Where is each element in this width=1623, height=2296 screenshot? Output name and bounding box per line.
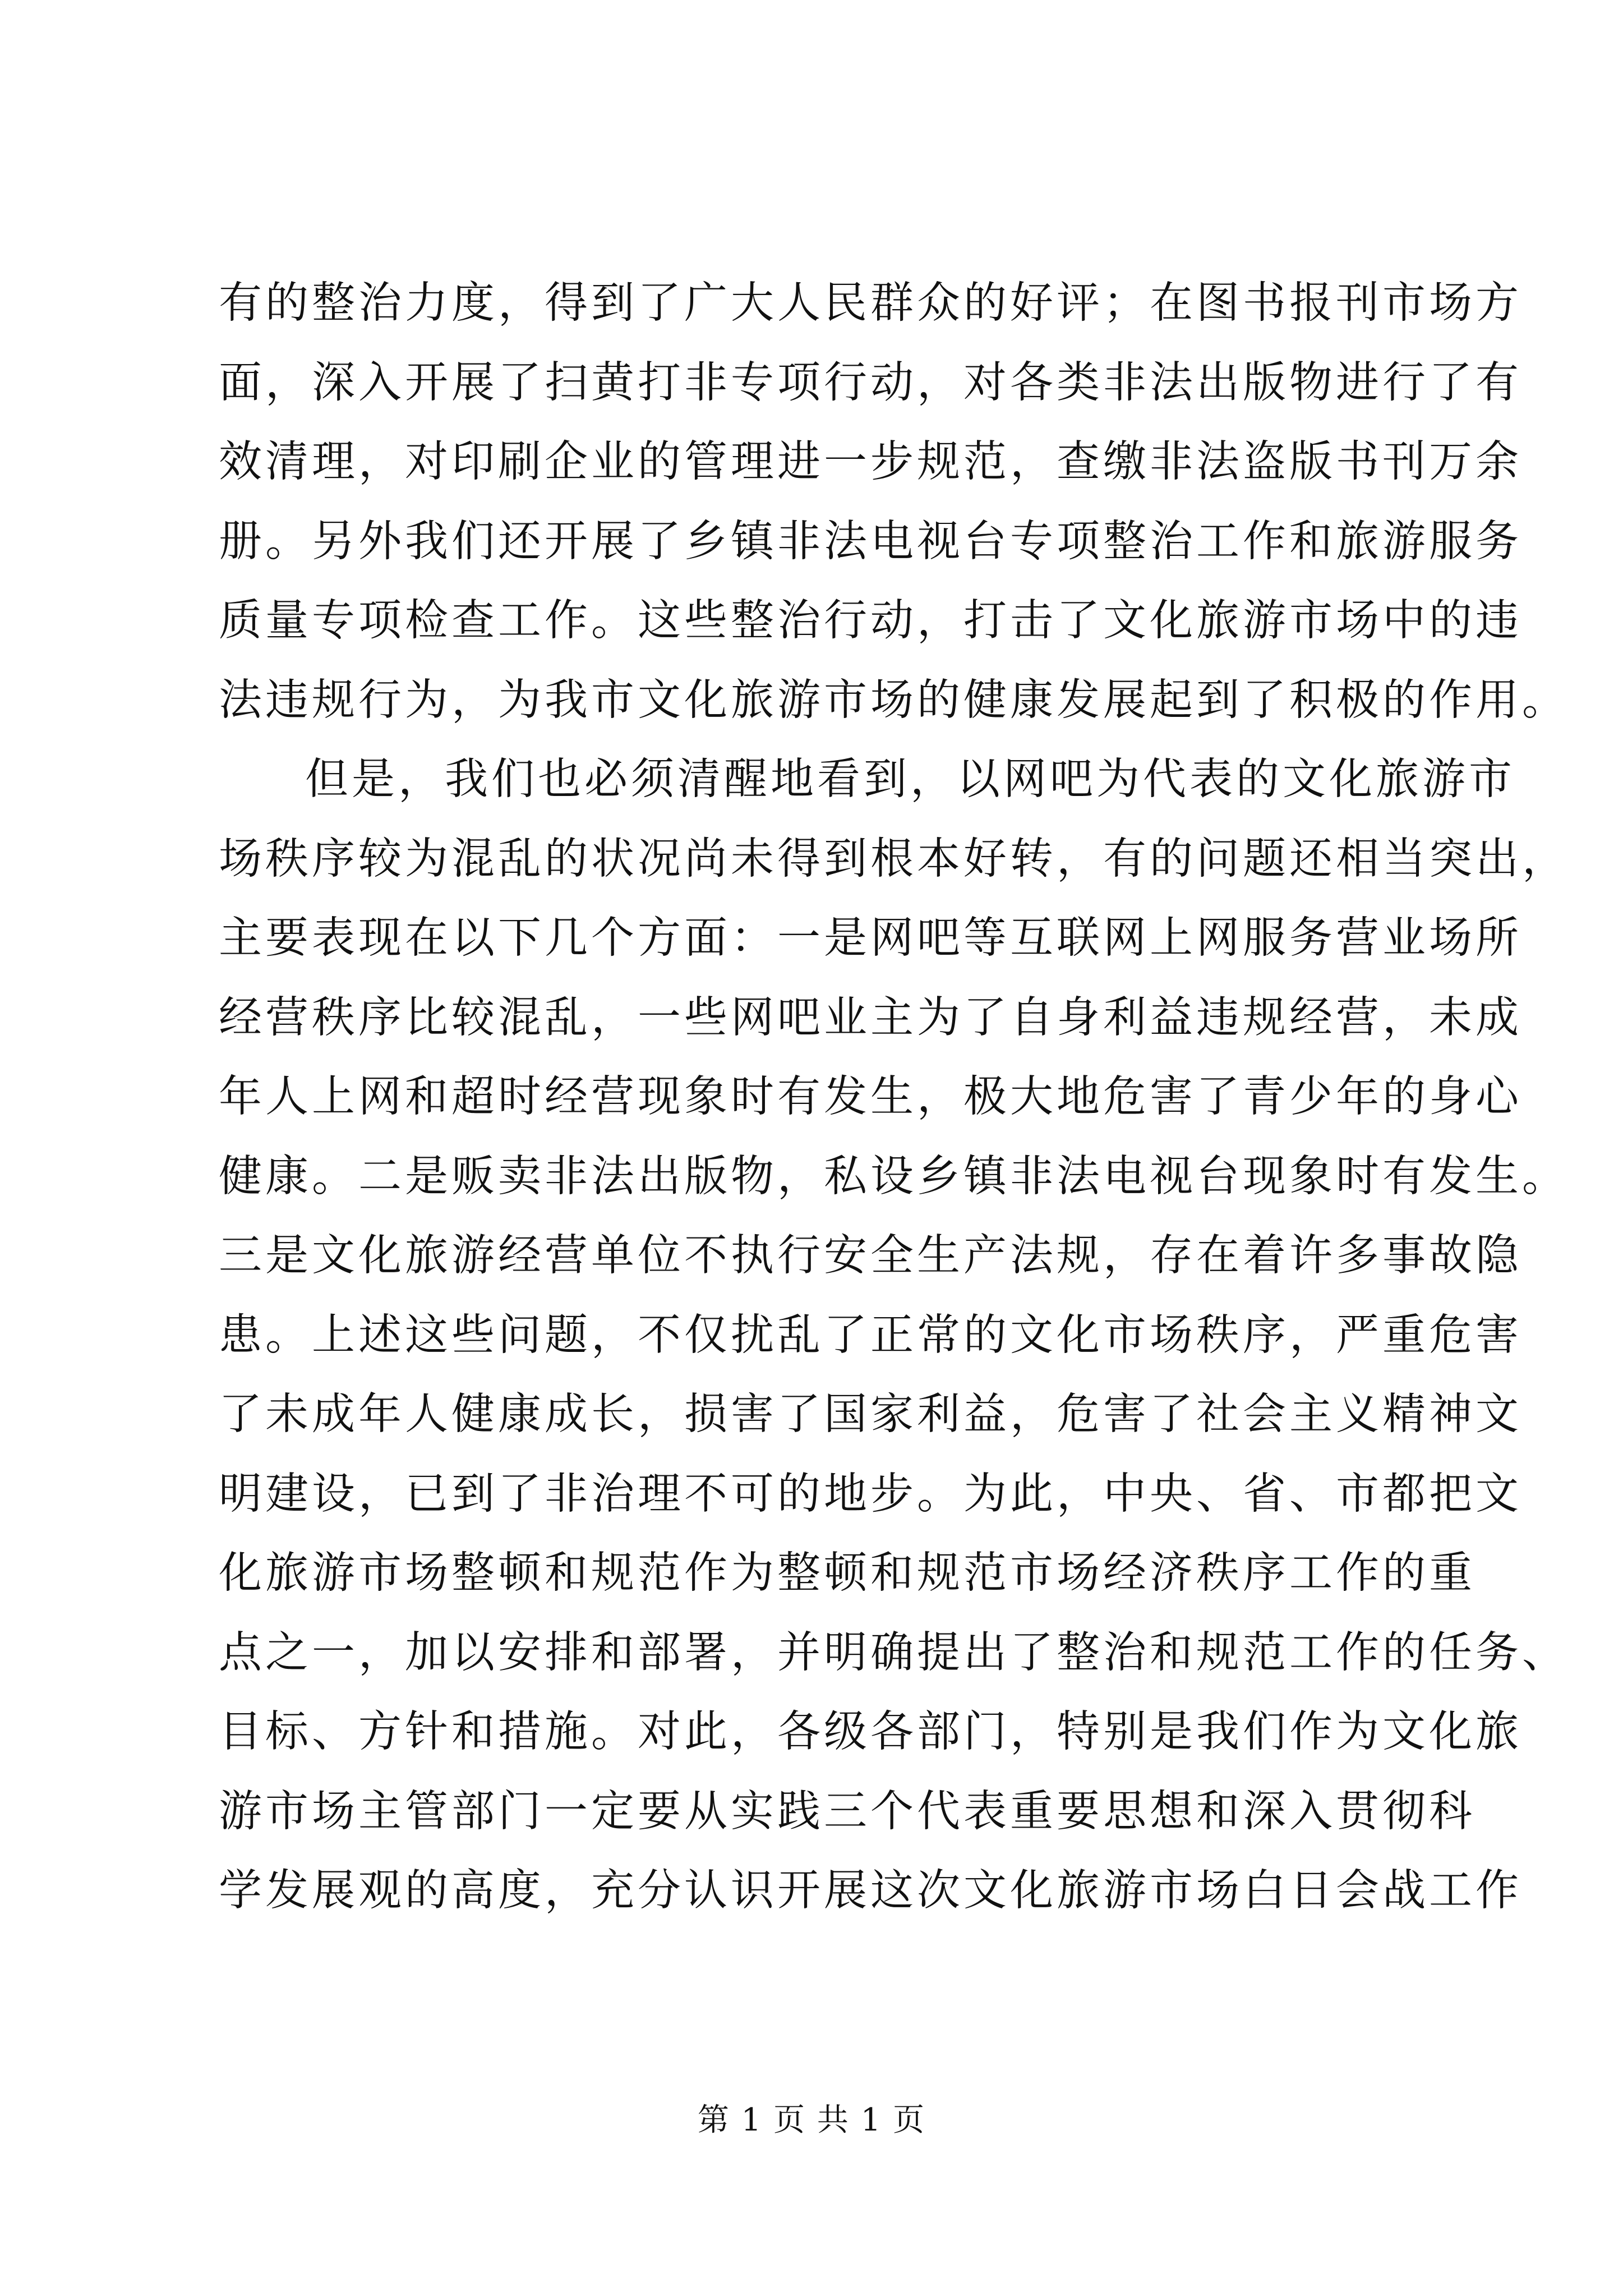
text-line: 法违规行为，为我市文化旅游市场的健康发展起到了积极的作用。 xyxy=(219,675,1569,725)
text-line: 主要表现在以下几个方面：一是网吧等互联网上网服务营业场所 xyxy=(219,913,1522,963)
text-line: 效清理，对印刷企业的管理进一步规范，查缴非法盗版书刊万余 xyxy=(219,437,1522,487)
page-number-footer: 第 1 页 共 1 页 xyxy=(697,2102,926,2138)
text-line: 患。上述这些问题，不仅扰乱了正常的文化市场秩序，严重危害 xyxy=(219,1310,1522,1360)
text-line: 三是文化旅游经营单位不执行安全生产法规，存在着许多事故隐 xyxy=(219,1231,1522,1281)
text-line: 册。另外我们还开展了乡镇非法电视台专项整治工作和旅游服务 xyxy=(219,516,1522,567)
text-line: 学发展观的高度，充分认识开展这次文化旅游市场白日会战工作 xyxy=(219,1866,1522,1916)
text-line: 明建设，已到了非治理不可的地步。为此，中央、省、市都把文 xyxy=(219,1469,1522,1519)
text-line: 化旅游市场整顿和规范作为整顿和规范市场经济秩序工作的重 xyxy=(219,1548,1476,1598)
text-line: 了未成年人健康成长，损害了国家利益，危害了社会主义精神文 xyxy=(219,1389,1522,1439)
text-line: 目标、方针和措施。对此，各级各部门，特别是我们作为文化旅 xyxy=(219,1707,1522,1757)
body-text xyxy=(219,264,1569,1931)
text-line: 健康。二是贩卖非法出版物，私设乡镇非法电视台现象时有发生。 xyxy=(219,1151,1569,1202)
text-line: 游市场主管部门一定要从实践三个代表重要思想和深入贯彻科 xyxy=(219,1786,1476,1837)
text-line: 经营秩序比较混乱，一些网吧业主为了自身利益违规经营，未成 xyxy=(219,992,1522,1043)
text-line: 年人上网和超时经营现象时有发生，极大地危害了青少年的身心 xyxy=(219,1072,1522,1122)
text-line: 点之一，加以安排和部署，并明确提出了整治和规范工作的任务、 xyxy=(219,1627,1569,1678)
text-line: 面，深入开展了扫黄打非专项行动，对各类非法出版物进行了有 xyxy=(219,357,1522,408)
text-line: 质量专项检查工作。这些整治行动，打击了文化旅游市场中的违 xyxy=(219,596,1522,646)
text-line: 场秩序较为混乱的状况尚未得到根本好转，有的问题还相当突出， xyxy=(219,834,1569,884)
paragraph-first-line: 但是，我们也必须清醒地看到，以网吧为代表的文化旅游市 xyxy=(305,754,1515,804)
text-line: 有的整治力度，得到了广大人民群众的好评；在图书报刊市场方 xyxy=(219,278,1522,328)
